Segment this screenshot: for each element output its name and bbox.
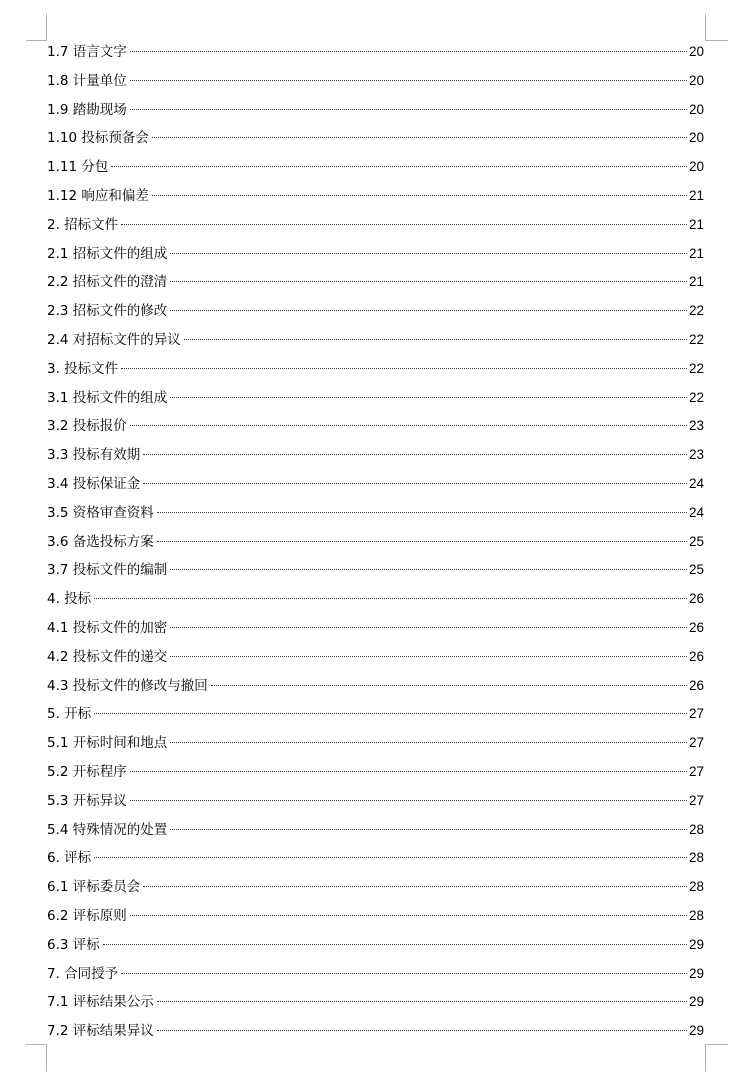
toc-entry-page-number: 29 <box>688 1023 704 1039</box>
toc-entry-title: 3.7 投标文件的编制 <box>47 562 168 579</box>
toc-entry-page-number: 29 <box>688 994 704 1010</box>
toc-entry-page-number: 27 <box>688 792 704 808</box>
toc-entry-page-number: 22 <box>688 389 704 405</box>
toc-entry-page-number: 22 <box>688 303 704 319</box>
toc-entry-title: 4.2 投标文件的递交 <box>47 648 168 665</box>
crop-mark-top-right <box>705 14 728 41</box>
toc-entry[interactable] <box>47 729 704 758</box>
toc-entry-title: 3.3 投标有效期 <box>47 447 141 464</box>
toc-entry[interactable] <box>47 816 704 845</box>
toc-entry[interactable] <box>47 585 704 614</box>
toc-entry-title: 4.1 投标文件的加密 <box>47 619 168 636</box>
toc-entry[interactable] <box>47 902 704 931</box>
toc-dot-leader <box>121 973 687 974</box>
toc-entry-title: 3. 投标文件 <box>47 360 119 377</box>
toc-entry-title: 4.3 投标文件的修改与撤回 <box>47 677 208 694</box>
toc-entry-page-number: 26 <box>688 648 704 664</box>
toc-entry-title: 2. 招标文件 <box>47 216 119 233</box>
toc-entry-title: 2.3 招标文件的修改 <box>47 303 168 320</box>
toc-entry-title: 6.3 评标 <box>47 936 100 953</box>
toc-dot-leader <box>170 397 687 398</box>
toc-dot-leader <box>157 512 687 513</box>
toc-entry-page-number: 25 <box>688 533 704 549</box>
toc-dot-leader <box>121 224 687 225</box>
toc-entry-title: 5.2 开标程序 <box>47 763 127 780</box>
toc-entry-title: 4. 投标 <box>47 591 92 608</box>
crop-mark-top-left <box>26 14 47 41</box>
toc-entry[interactable] <box>47 988 704 1017</box>
toc-entry-title: 3.2 投标报价 <box>47 418 127 435</box>
toc-dot-leader <box>170 829 687 830</box>
toc-entry[interactable] <box>47 556 704 585</box>
toc-entry-page-number: 20 <box>688 101 704 117</box>
toc-entry-page-number: 20 <box>688 130 704 146</box>
toc-entry-title: 1.8 计量单位 <box>47 72 127 89</box>
toc-entry[interactable] <box>47 38 704 67</box>
toc-dot-leader <box>211 685 687 686</box>
toc-entry-title: 1.11 分包 <box>47 159 109 176</box>
toc-entry-title: 3.1 投标文件的组成 <box>47 389 168 406</box>
toc-entry-page-number: 21 <box>688 245 704 261</box>
toc-entry[interactable] <box>47 700 704 729</box>
toc-entry[interactable] <box>47 268 704 297</box>
toc-entry-title: 1.12 响应和偏差 <box>47 187 149 204</box>
toc-entry[interactable] <box>47 412 704 441</box>
toc-dot-leader <box>94 713 687 714</box>
toc-entry-page-number: 21 <box>688 187 704 203</box>
toc-dot-leader <box>170 253 687 254</box>
toc-entry[interactable] <box>47 614 704 643</box>
toc-entry-page-number: 27 <box>688 735 704 751</box>
toc-entry-page-number: 24 <box>688 504 704 520</box>
toc-dot-leader <box>157 1001 687 1002</box>
toc-entry[interactable] <box>47 67 704 96</box>
toc-dot-leader <box>143 454 687 455</box>
toc-entry[interactable] <box>47 297 704 326</box>
toc-entry-page-number: 28 <box>688 821 704 837</box>
toc-entry[interactable] <box>47 355 704 384</box>
toc-dot-leader <box>170 310 687 311</box>
toc-entry[interactable] <box>47 672 704 701</box>
toc-entry[interactable] <box>47 787 704 816</box>
toc-dot-leader <box>170 627 687 628</box>
toc-entry-page-number: 28 <box>688 850 704 866</box>
toc-entry[interactable] <box>47 470 704 499</box>
toc-entry-title: 7. 合同授予 <box>47 965 119 982</box>
toc-dot-leader <box>157 541 687 542</box>
toc-dot-leader <box>170 281 687 282</box>
toc-dot-leader <box>143 886 687 887</box>
toc-entry[interactable] <box>47 844 704 873</box>
toc-dot-leader <box>170 742 687 743</box>
toc-entry[interactable] <box>47 153 704 182</box>
toc-entry-page-number: 26 <box>688 677 704 693</box>
toc-entry-title: 5.4 特殊情况的处置 <box>47 821 168 838</box>
toc-entry-page-number: 21 <box>688 274 704 290</box>
toc-dot-leader <box>130 771 687 772</box>
toc-dot-leader <box>157 1030 687 1031</box>
toc-entry[interactable] <box>47 528 704 557</box>
toc-entry-title: 1.10 投标预备会 <box>47 130 149 147</box>
toc-entry-page-number: 26 <box>688 591 704 607</box>
toc-entry-page-number: 22 <box>688 360 704 376</box>
toc-dot-leader <box>121 368 687 369</box>
toc-entry[interactable] <box>47 643 704 672</box>
toc-entry-title: 1.7 语言文字 <box>47 44 127 60</box>
toc-dot-leader <box>130 425 687 426</box>
toc-entry[interactable] <box>47 499 704 528</box>
toc-entry[interactable] <box>47 384 704 413</box>
toc-entry-page-number: 29 <box>688 965 704 981</box>
toc-dot-leader <box>130 800 687 801</box>
toc-entry-title: 6. 评标 <box>47 850 92 867</box>
toc-entry-title: 7.2 评标结果异议 <box>47 1023 154 1040</box>
toc-entry-page-number: 24 <box>688 475 704 491</box>
table-of-contents <box>47 38 704 1046</box>
toc-entry-page-number: 21 <box>688 216 704 232</box>
toc-entry-title: 2.4 对招标文件的异议 <box>47 331 181 348</box>
toc-entry[interactable] <box>47 211 704 240</box>
toc-entry-title: 2.1 招标文件的组成 <box>47 245 168 262</box>
toc-entry[interactable] <box>47 326 704 355</box>
toc-entry-page-number: 20 <box>688 72 704 88</box>
crop-mark-bottom-left <box>26 1044 47 1071</box>
toc-entry-title: 1.9 踏勘现场 <box>47 101 127 118</box>
toc-entry[interactable] <box>47 96 704 125</box>
toc-dot-leader <box>130 51 687 52</box>
toc-entry[interactable] <box>47 758 704 787</box>
toc-entry[interactable] <box>47 441 704 470</box>
toc-entry[interactable] <box>47 124 704 153</box>
toc-entry-page-number: 23 <box>688 447 704 463</box>
toc-entry-page-number: 29 <box>688 936 704 952</box>
toc-entry[interactable] <box>47 1017 704 1046</box>
toc-entry-title: 3.4 投标保证金 <box>47 475 141 492</box>
toc-entry-title: 5. 开标 <box>47 706 92 723</box>
toc-entry[interactable] <box>47 960 704 989</box>
toc-dot-leader <box>94 857 687 858</box>
toc-entry-title: 7.1 评标结果公示 <box>47 994 154 1011</box>
toc-entry-page-number: 23 <box>688 418 704 434</box>
toc-dot-leader <box>152 195 687 196</box>
toc-dot-leader <box>103 944 687 945</box>
toc-dot-leader <box>152 137 687 138</box>
toc-entry-page-number: 28 <box>688 879 704 895</box>
toc-entry[interactable] <box>47 873 704 902</box>
toc-entry-title: 5.3 开标异议 <box>47 792 127 809</box>
toc-entry-title: 5.1 开标时间和地点 <box>47 735 168 752</box>
crop-mark-bottom-right <box>705 1044 728 1071</box>
toc-entry-title: 3.6 备选投标方案 <box>47 533 154 550</box>
toc-entry-title: 6.1 评标委员会 <box>47 879 141 896</box>
toc-entry-title: 6.2 评标原则 <box>47 907 127 924</box>
toc-dot-leader <box>143 483 687 484</box>
toc-entry[interactable] <box>47 931 704 960</box>
toc-dot-leader <box>184 339 687 340</box>
toc-entry-title: 3.5 资格审查资料 <box>47 504 154 521</box>
toc-entry-page-number: 27 <box>688 763 704 779</box>
toc-entry-title: 2.2 招标文件的澄清 <box>47 274 168 291</box>
toc-entry-page-number: 20 <box>688 44 704 59</box>
toc-dot-leader <box>130 915 687 916</box>
toc-dot-leader <box>130 109 687 110</box>
toc-entry-page-number: 25 <box>688 562 704 578</box>
toc-entry-page-number: 26 <box>688 619 704 635</box>
toc-entry-page-number: 20 <box>688 159 704 175</box>
toc-entry-page-number: 28 <box>688 907 704 923</box>
toc-dot-leader <box>170 569 687 570</box>
toc-entry-page-number: 22 <box>688 331 704 347</box>
toc-entry-page-number: 27 <box>688 706 704 722</box>
toc-dot-leader <box>170 656 687 657</box>
toc-entry[interactable] <box>47 240 704 269</box>
toc-dot-leader <box>130 80 687 81</box>
toc-dot-leader <box>111 166 687 167</box>
toc-dot-leader <box>94 598 687 599</box>
toc-entry[interactable] <box>47 182 704 211</box>
